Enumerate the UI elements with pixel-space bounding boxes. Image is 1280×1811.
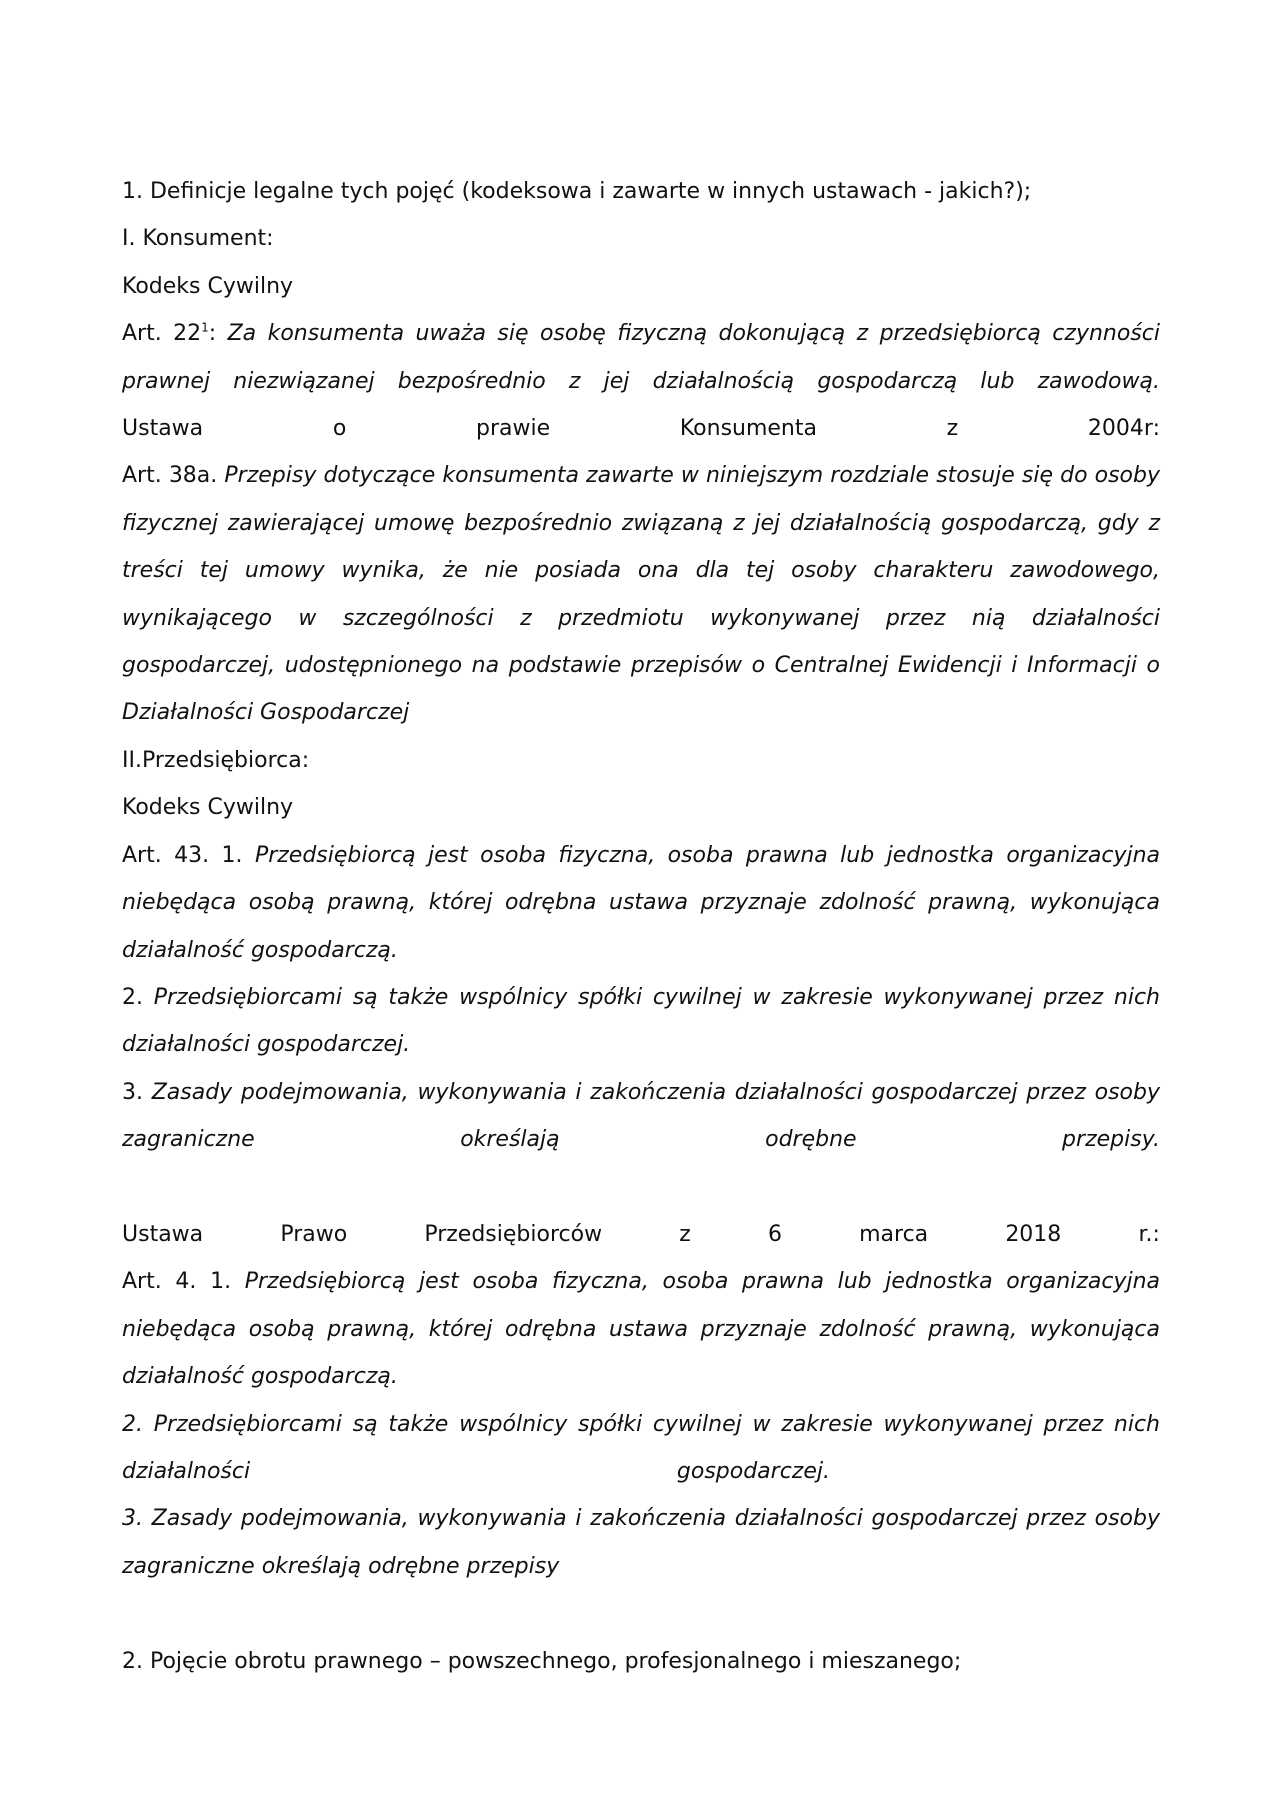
article-38a-label: Art. 38a. [122,463,218,489]
article-43-label: Art. 43. 1. [122,842,243,868]
article-38a-paragraph [122,452,1160,736]
source-word: Ustawa [122,1221,204,1247]
article-22-paragraph [122,310,1160,405]
section-heading-przedsiebiorca: II.Przedsiębiorca: [122,747,310,773]
article-22-label: Art. 22 [122,321,202,347]
source-word: Przedsiębiorców [424,1221,603,1247]
article-4-text-1: Przedsiębiorcą jest osoba fizyczna, osoba prawna lub jednostka organizacyjna niebędąca osobą prawną, której odrębna ustawa przyznaje zdolność prawną, wykonująca działalność gospodarczą. [122,1269,1160,1390]
source-word: r.: [1138,1221,1160,1247]
article-4-text-2c: gospodarczej. [676,1458,830,1484]
article-43-p2-label: 2. [122,984,143,1010]
article-38a-text: Przepisy dotyczące konsumenta zawarte w niniejszym rozdziale stosuje się do osoby fizycznej zawierającej umowę bezpośrednio związaną z jej działalnością gospodarczą, gdy z treści tej umowy wynika, że nie posiada ona dla tej osoby charakteru zawodowego, wynikającego w szczególności z przedmiotu wykonywanej przez nią działalności gospodarczej, udostępnionego na podstawie przepisów o Centralnej Ewidencji i Informacji o Działalności Gospodarczej [122,463,1160,726]
article-43-paragraph-2 [122,974,1160,1069]
source-word: marca [859,1221,929,1247]
source-kodeks-cywilny: Kodeks Cywilny [122,273,294,299]
article-43-paragraph-3 [122,1069,1160,1164]
blank-line [122,1164,1160,1211]
article-43-text-3: Zasady podejmowania, wykonywania i zakończenia działalności gospodarczej przez osoby zagraniczne określają odrębne przepisy. [122,1079,1160,1153]
article-43-p3-label: 3. [122,1079,143,1105]
document-body [122,168,1160,1685]
source-word: Prawo [280,1221,348,1247]
question-1: 1. Definicje legalne tych pojęć (kodeksowa i zawarte w innych ustawach - jakich?); [122,179,1032,204]
question-2: 2. Pojęcie obrotu prawnego – powszechnego, profesjonalnego i mieszanego; [122,1648,962,1674]
article-4-text-2b: działalności [122,1458,251,1484]
article-43-text-2: Przedsiębiorcami są także wspólnicy spółki cywilnej w zakresie wykonywanej przez nich działalności gospodarczej. [122,984,1160,1058]
article-22-text: Za konsumenta uważa się osobę fizyczną dokonującą z przedsiębiorcą czynności prawnej niezwiązanej bezpośrednio z jej działalnością gospodarczą lub zawodową. [122,321,1160,394]
source-word: Ustawa [122,416,204,442]
article-4-paragraph-3: 3. Zasady podejmowania, wykonywania i zakończenia działalności gospodarczej przez osoby zagraniczne określają odrębne przepisy [122,1506,1160,1579]
source-word: z [679,1221,691,1247]
article-4-text-2a: 2. Przedsiębiorcami są także wspólnicy spółki cywilnej w zakresie wykonywanej przez nich [122,1411,1160,1437]
article-4-label: Art. 4. 1. [122,1269,232,1295]
article-43-paragraph-1 [122,832,1160,974]
article-4-paragraph-2 [122,1401,1160,1496]
source-word: 2004r: [1087,416,1160,442]
source-word: Konsumenta [679,416,817,442]
source-word: 6 [767,1221,782,1247]
source-ustawa-konsumenta [122,405,1160,452]
source-word: 2018 [1005,1221,1062,1247]
source-word: o [332,416,347,442]
source-word: z [946,416,959,442]
source-ustawa-prawo-przedsiebiorcow [122,1211,1160,1258]
article-4-paragraph-1 [122,1258,1160,1400]
blank-line-2 [122,1590,1160,1637]
section-heading-konsument: I. Konsument: [122,226,274,252]
article-22-superscript: 1 [201,320,209,335]
article-22-colon: : [208,321,217,347]
article-43-text-1: Przedsiębiorcą jest osoba fizyczna, osoba prawna lub jednostka organizacyjna niebędąca osobą prawną, której odrębna ustawa przyznaje zdolność prawną, wykonująca działalność gospodarczą. [122,842,1161,963]
source-word: prawie [476,416,551,442]
source-kodeks-cywilny-2: Kodeks Cywilny [122,795,294,821]
